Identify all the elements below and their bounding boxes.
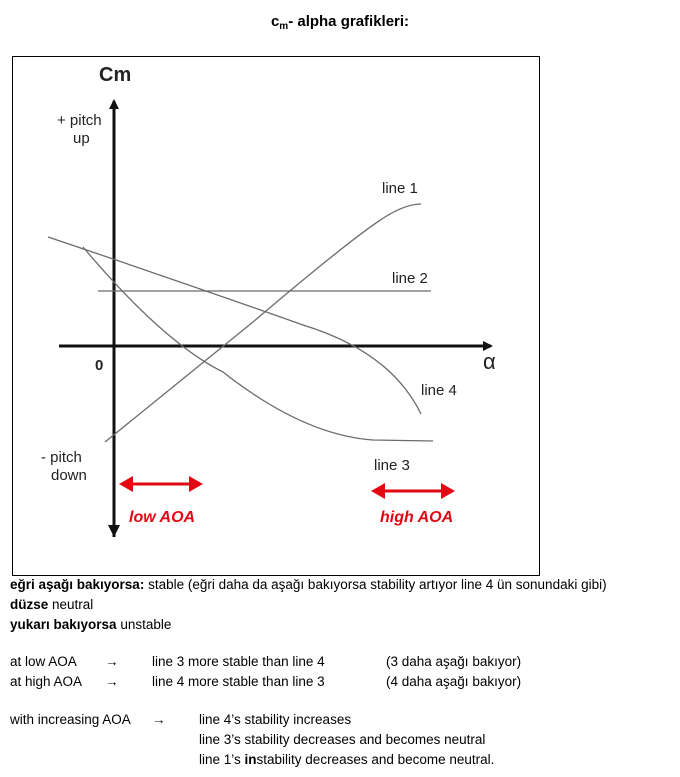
cm-alpha-diagram: [12, 56, 540, 576]
arrow-icon: →: [105, 674, 119, 689]
x-axis-label: α: [483, 349, 496, 374]
pitch-up-label-1: + pitch: [57, 112, 102, 129]
low-aoa-arrow: [119, 476, 203, 492]
arrow-icon: →: [152, 712, 166, 727]
high-aoa-label: high AOA: [380, 509, 454, 526]
increasing-item-line3: line 3’s stability decreases and becomes neutral: [199, 732, 486, 747]
comparison-low-stmt: line 3 more stable than line 4: [152, 654, 325, 669]
comparison-high-reason: (4 daha aşağı bakıyor): [386, 674, 522, 689]
low-aoa-label: low AOA: [129, 509, 196, 526]
origin-label: 0: [95, 357, 104, 374]
line-4-curve: [48, 237, 421, 414]
increasing-item-line1: line 1’s instability decreases and become neutral.: [199, 752, 495, 767]
line-1-curve: [105, 204, 421, 442]
note-flat: düzse neutral: [10, 597, 94, 612]
high-aoa-arrow: [371, 483, 455, 499]
diagram-svg: [13, 57, 539, 575]
arrow-icon: →: [105, 654, 119, 669]
line-3-curve: [83, 247, 433, 441]
y-axis-label: Cm: [99, 64, 132, 86]
line-4-label: line 4: [421, 382, 457, 399]
comparison-high-cond: at high AOA: [10, 674, 83, 689]
line-1-label: line 1: [382, 180, 418, 197]
comparison-high-stmt: line 4 more stable than line 3: [152, 674, 325, 689]
note-downward: eğri aşağı bakıyorsa: stable (eğri daha da aşağı bakıyorsa stability artıyor line 4 ün sonundaki gibi): [10, 577, 607, 592]
increasing-aoa-cond: with increasing AOA: [10, 712, 131, 727]
y-axis-bottom-arrow: [108, 525, 120, 537]
increasing-item-line4: line 4’s stability increases: [199, 712, 352, 727]
line-3-label: line 3: [374, 457, 410, 474]
page-title: $c_m-$ alpha grafikleri:: [270, 13, 410, 32]
pitch-up-label-2: up: [73, 130, 90, 147]
comparison-low-cond: at low AOA: [10, 654, 77, 669]
pitch-down-label-1: - pitch: [41, 449, 82, 466]
note-upward: yukarı bakıyorsa unstable: [10, 617, 172, 632]
line-2-label: line 2: [392, 270, 428, 287]
comparison-low-reason: (3 daha aşağı bakıyor): [386, 654, 522, 669]
pitch-down-label-2: down: [51, 467, 87, 484]
